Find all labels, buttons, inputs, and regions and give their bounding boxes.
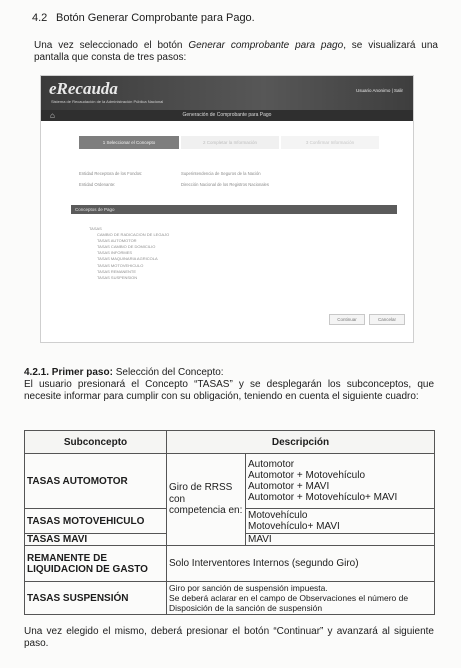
screenshot-figure bbox=[40, 75, 414, 343]
section-title: Botón Generar Comprobante para Pago. bbox=[56, 12, 255, 24]
row-tasas-suspension: TASAS SUSPENSIÓN bbox=[25, 582, 167, 615]
user-links[interactable]: Usuario Anonimo | Salir bbox=[356, 88, 403, 93]
erecauda-logo: eRecauda bbox=[49, 79, 118, 98]
step-complete-info[interactable]: 2 Completar la Información bbox=[181, 136, 279, 149]
section-number: 4.2 bbox=[32, 12, 48, 24]
row-tasas-mavi: TASAS MAVI bbox=[25, 534, 167, 546]
moto-desc: Motovehículo Motovehículo+ MAVI bbox=[246, 509, 435, 534]
tree-item[interactable]: TASAS INFORMES bbox=[97, 250, 133, 256]
subconcept-table bbox=[24, 430, 435, 615]
row-tasas-automotor: TASAS AUTOMOTOR bbox=[25, 454, 167, 509]
step-select-concept[interactable]: 1 Seleccionar el Concepto bbox=[79, 136, 179, 149]
step1-heading: 4.2.1. Primer paso: Selección del Concepto: bbox=[24, 367, 224, 378]
home-icon[interactable]: ⌂ bbox=[50, 111, 55, 120]
row-tasas-motovehiculo: TASAS MOTOVEHICULO bbox=[25, 509, 167, 534]
form-value-entidad-receptora: Superintendencia de Seguros de la Nación bbox=[181, 171, 261, 176]
nav-title: Generación de Comprobante para Pago bbox=[182, 112, 272, 118]
continue-button[interactable]: Continuar bbox=[329, 314, 365, 325]
header-subconcepto: Subconcepto bbox=[25, 431, 167, 454]
form-label-entidad-receptora: Entidad Receptora de los Fondos: bbox=[79, 171, 143, 176]
tree-item[interactable]: TASAS bbox=[89, 226, 102, 231]
header-descripcion: Descripción bbox=[167, 431, 435, 454]
intro-paragraph: Una vez seleccionado el botón Generar comprobante para pago, se visualizará una pantalla que consta de tres pasos: bbox=[34, 40, 438, 63]
row-remanente: REMANENTE DE LIQUIDACION DE GASTO bbox=[25, 546, 167, 582]
step-confirm-info[interactable]: 3 Confirmar Información bbox=[281, 136, 379, 149]
suspension-desc: Giro por sanción de suspensión impuesta. Se deberá aclarar en el campo de Observaciones el número de Disposición de la sanción de suspensión bbox=[167, 582, 435, 615]
section-heading bbox=[32, 12, 255, 24]
button-name-emphasis: Generar comprobante para pago bbox=[188, 40, 344, 51]
closing-paragraph: Una vez elegido el mismo, deberá presionar el botón “Continuar” y avanzará al siguiente paso. bbox=[24, 626, 434, 649]
tree-item[interactable]: TASAS SUSPENSION bbox=[97, 274, 138, 280]
concept-tree bbox=[89, 226, 169, 281]
form-value-entidad-ordenante: Dirección Nacional de los Registros Nacionales bbox=[181, 182, 269, 187]
step1-paragraph: El usuario presionará el Concepto “TASAS” y se desplegarán los subconceptos, que necesite informar para cumplir con su obligación, teniendo en cuenta el siguiente cuadro: bbox=[24, 379, 434, 402]
tree-item[interactable]: CAMBIO DE RADICACION DE LEGAJO bbox=[97, 232, 170, 238]
tree-item[interactable]: TASAS MAQUINARIA AGRICOLA bbox=[97, 256, 158, 262]
tree-item[interactable]: TASAS REMANENTE bbox=[97, 268, 137, 274]
mavi-desc: MAVI bbox=[246, 534, 435, 546]
giro-rrss-cell: Giro de RRSS con competencia en: bbox=[167, 454, 246, 546]
tree-item[interactable]: TASAS CAMBIO DE DOMICILIO bbox=[97, 244, 156, 250]
form-label-entidad-ordenante: Entidad Ordenante: bbox=[79, 182, 116, 187]
tree-item[interactable]: TASAS AUTOMOTOR bbox=[97, 238, 137, 244]
wizard-steps bbox=[79, 136, 379, 150]
concepts-header: Conceptos de Pago bbox=[71, 205, 397, 214]
cancel-button[interactable]: Cancelar bbox=[369, 314, 405, 325]
tree-item[interactable]: TASAS MOTOVEHICULO bbox=[97, 262, 144, 268]
remanente-desc: Solo Interventores Internos (segundo Giro) bbox=[167, 546, 435, 582]
automotor-desc: Automotor Automotor + Motovehículo Automotor + MAVI Automotor + Motovehículo+ MAVI bbox=[246, 454, 435, 509]
app-navbar bbox=[41, 110, 413, 121]
app-banner bbox=[41, 76, 413, 110]
logo-subtitle: Sistema de Recaudación de la Administración Pública Nacional bbox=[51, 99, 164, 104]
